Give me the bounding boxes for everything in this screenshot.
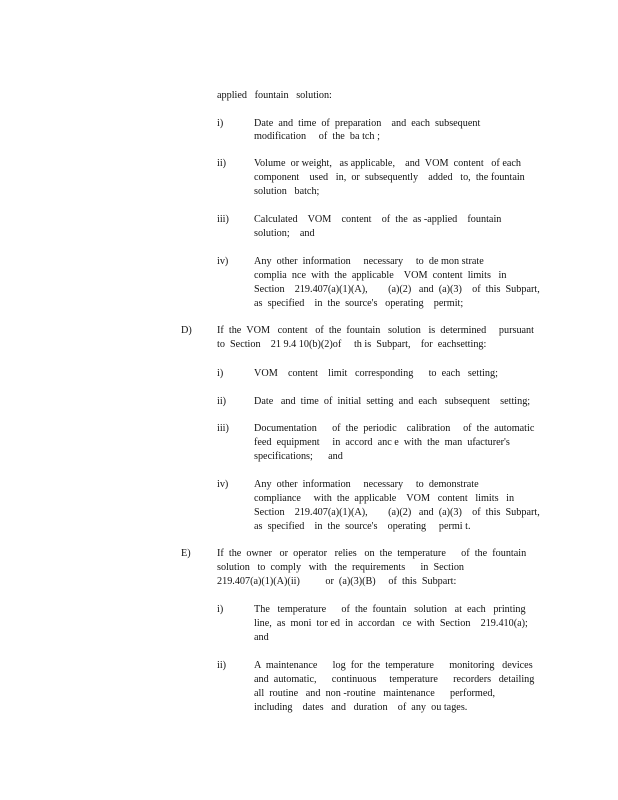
d-item-ii-label: ii) [217,396,227,407]
section-d-label: D) [181,325,192,336]
e-item-i-line-3: and [254,632,269,643]
d-item-iii-line-3: specifications; and [254,451,343,462]
e-item-i-line-2: line, as moni tor ed in accordan ce with Section 219.410(a); [254,618,528,629]
c-item-ii-line-3: solution batch; [254,186,320,197]
d-item-ii-line-1: Date and time of initial setting and each subsequent setting; [254,396,531,407]
c-item-i-label: i) [217,118,224,129]
section-e-line-2: solution to comply with the requirements in Section [217,562,465,573]
d-item-iii-line-2: feed equipment in accord anc e with the man ufacturer's [254,437,510,448]
d-item-iv-line-2: compliance with the applicable VOM content limits in [254,493,515,504]
d-item-iv-label: iv) [217,479,229,490]
c-item-iv-line-3: Section 219.407(a)(1)(A), (a)(2) and (a)(3) of this Subpart, [254,284,540,295]
c-item-iv-line-4: as specified in the source's operating permit; [254,298,464,309]
c-item-iii-line-1: Calculated VOM content of the as -applied fountain [254,214,502,225]
e-item-ii-line-3: all routine and non -routine maintenance performed, [254,688,496,699]
section-e-line-3: 219.407(a)(1)(A)(ii) or (a)(3)(B) of this Subpart: [217,576,457,587]
section-d-line-1: If the VOM content of the fountain solution is determined pursuant [217,325,534,336]
c-item-iv-label: iv) [217,256,229,267]
e-item-ii-label: ii) [217,660,227,671]
d-item-iii-line-1: Documentation of the periodic calibration of the automatic [254,423,535,434]
d-item-iv-line-3: Section 219.407(a)(1)(A), (a)(2) and (a)(3) of this Subpart, [254,507,540,518]
d-item-iii-label: iii) [217,423,229,434]
c-item-i-line-1: Date and time of preparation and each subsequent [254,118,481,129]
d-item-iv-line-1: Any other information necessary to demonstrate [254,479,479,490]
c-item-iii-label: iii) [217,214,229,225]
c-item-ii-line-2: component used in, or subsequently added to, the fountain [254,172,525,183]
c-item-iii-line-2: solution; and [254,228,315,239]
c-item-iv-line-1: Any other information necessary to de mon strate [254,256,484,267]
c-item-i-line-2: modification of the ba tch ; [254,131,380,142]
c-item-iv-line-2: complia nce with the applicable VOM content limits in [254,270,507,281]
d-item-iv-line-4: as specified in the source's operating permi t. [254,521,471,532]
c-item-ii-line-1: Volume or weight, as applicable, and VOM content of each [254,158,521,169]
e-item-ii-line-1: A maintenance log for the temperature monitoring devices [254,660,533,671]
c-item-ii-label: ii) [217,158,227,169]
section-d-line-2: to Section 21 9.4 10(b)(2)of th is Subpart, for eachsetting: [217,339,487,350]
d-item-i-line-1: VOM content limit corresponding to each setting; [254,368,498,379]
section-e-label: E) [181,548,191,559]
d-item-i-label: i) [217,368,224,379]
e-item-ii-line-2: and automatic, continuous temperature recorders detailing [254,674,535,685]
e-item-ii-line-4: including dates and duration of any ou tages. [254,702,468,713]
e-item-i-line-1: The temperature of the fountain solution at each printing [254,604,526,615]
e-item-i-label: i) [217,604,224,615]
intro-text: applied fountain solution: [217,90,332,101]
section-e-line-1: If the owner or operator relies on the temperature of the fountain [217,548,527,559]
